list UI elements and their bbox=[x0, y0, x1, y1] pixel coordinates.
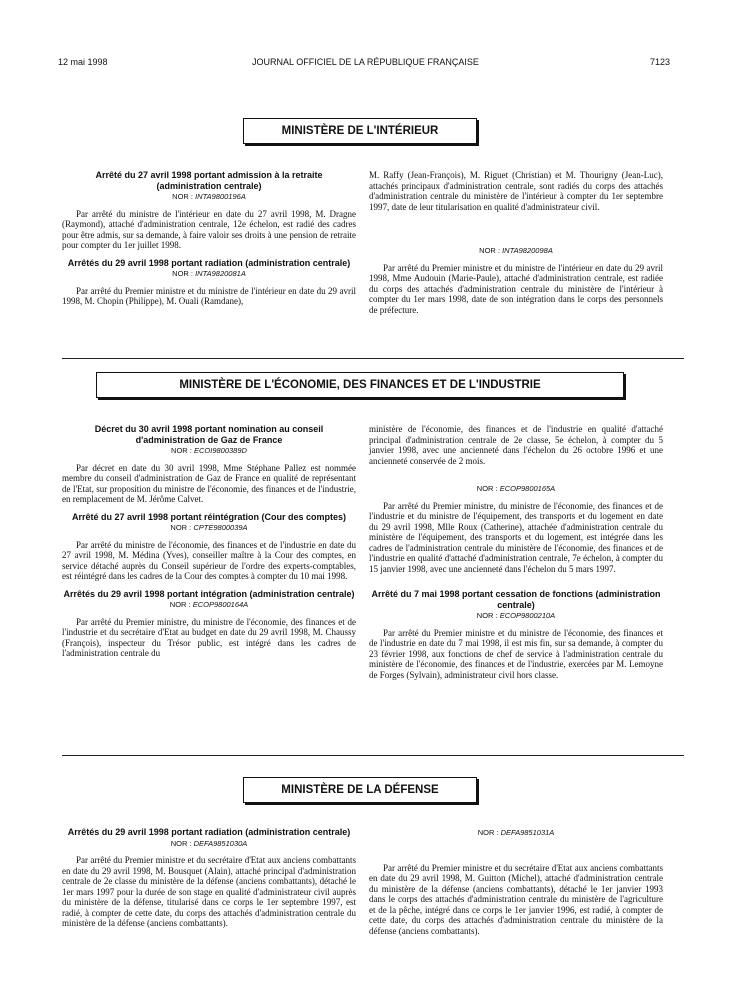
nor-code: ECOP9800165A bbox=[499, 484, 556, 493]
nor-code: ECOI9800389D bbox=[193, 446, 247, 455]
article-body: Par arrêté du Premier ministre et du secrétaire d'Etat aux anciens combattants en date du 29 avril 1998, M. Bousquet (Alain), attaché principal d'administration centrale de 2e classe du ministère de la défense (anciens combattants), détaché le 1er mars 1997 pour la durée de son stage en qualité d'administrateur civil auprès du ministère de la défense, titularisé dans ce corps le 1er septembre 1997, est radié, à compter de cette date, du corps des attachés d'administration centrale du ministère de la défense (anciens combattants). bbox=[62, 855, 356, 928]
section-title-economie: MINISTÈRE DE L'ÉCONOMIE, DES FINANCES ET DE L'INDUSTRIE bbox=[96, 372, 624, 398]
article-title: Arrêté du 7 mai 1998 portant cessation de fonctions (administration centrale) bbox=[371, 589, 661, 610]
page-number: 7123 bbox=[650, 57, 671, 67]
nor-reference bbox=[369, 246, 663, 257]
nor-label: NOR : bbox=[170, 838, 192, 848]
nor-code: DEFA9851031A bbox=[500, 828, 555, 837]
article-body: Par arrêté du Premier ministre et du ministre de l'économie, des finances et de l'industrie en date du 7 mai 1998, il est mis fin, sur sa demande, à compter du 23 février 1998, aux fonctions de chef de service à l'administration centrale du ministère de l'économie, des finances et de l'industrie, exercées par M. Lemoyne de Forges (Sylvain), administrateur civil hors classe. bbox=[369, 627, 663, 680]
nor-reference bbox=[369, 484, 663, 495]
nor-reference bbox=[62, 523, 356, 534]
article-title: Arrêtés du 29 avril 1998 portant intégration (administration centrale) bbox=[63, 588, 355, 599]
column-right-defense bbox=[369, 827, 663, 943]
nor-label: NOR : bbox=[476, 484, 498, 493]
nor-reference bbox=[369, 611, 663, 622]
nor-code: INTA9800196A bbox=[195, 192, 246, 201]
article bbox=[62, 589, 356, 659]
article-body: M. Raffy (Jean-François), M. Riguet (Christian) et M. Thourigny (Jean-Luc), attachés principaux d'administration centrale, sont radiés du corps des attachés d'administration centrale du ministère de l'intérieur à compter du 1er septembre 1997, date de leur titularisation en qualité d'administrateur civil. bbox=[369, 170, 663, 212]
article-body: Par décret en date du 30 avril 1998, Mme Stéphane Pallez est nommée membre du conseil d'administration de Gaz de France en qualité de représentant de l'Etat, sur proposition du ministre de l'économie, des finances et de l'industrie, en remplacement de M. Jérôme Calvet. bbox=[62, 462, 356, 504]
article bbox=[62, 424, 356, 505]
nor-reference bbox=[369, 828, 663, 839]
article bbox=[62, 512, 356, 582]
nor-label: NOR : bbox=[171, 446, 192, 455]
nor-reference bbox=[62, 446, 356, 457]
article bbox=[369, 246, 663, 315]
column-left-interieur bbox=[62, 170, 356, 314]
article-body: Par arrêté du ministre de l'économie, des finances et de l'industrie en date du 27 avril 1998, M. Médina (Yves), conseiller maître à la Cour des comptes, en service détaché auprès du Conseil supérieur de l'ordre des experts-comptables, est réintégré dans les cadres de la Cour des comptes à compter du 10 mai 1998. bbox=[62, 539, 356, 581]
nor-label: NOR : bbox=[477, 828, 499, 837]
nor-code: ECOP9800164A bbox=[192, 600, 249, 609]
column-left-defense bbox=[62, 827, 356, 936]
divider bbox=[62, 358, 684, 359]
article-title: Arrêtés du 29 avril 1998 portant radiation (administration centrale) bbox=[67, 827, 351, 837]
column-left-economie bbox=[62, 424, 356, 666]
article-title: Arrêté du 27 avril 1998 portant réintégration (Cour des comptes) bbox=[71, 511, 347, 522]
article bbox=[62, 170, 356, 251]
article-body: Par arrêté du ministre de l'intérieur en date du 27 avril 1998, M. Dragne (Raymond), attaché d'administration centrale, 12e échelon, est radié des cadres pour être admis, sur sa demande, à faire valoir ses droits à une pension de retraite pour compter du 1er juillet 1998. bbox=[62, 208, 356, 250]
article-body: Par arrêté du Premier ministre et du ministre de l'intérieur en date du 29 avril 1998, Mme Audouin (Marie-Paule), attaché d'administration centrale, est radiée du corps des attachés d'administration centrale du ministère de l'intérieur à compter du 1er mars 1998, date de son intégration dans le corps des personnels de préfecture. bbox=[369, 262, 663, 315]
nor-code: INTA9820081A bbox=[195, 269, 246, 278]
article bbox=[369, 484, 663, 574]
nor-code: INTA9820098A bbox=[502, 246, 553, 255]
nor-code: ECOP9800210A bbox=[499, 611, 556, 620]
section-title-defense: MINISTÈRE DE LA DÉFENSE bbox=[243, 777, 477, 803]
article bbox=[369, 828, 663, 936]
nor-label: NOR : bbox=[172, 192, 193, 201]
nor-label: NOR : bbox=[476, 611, 498, 620]
nor-code: DEFA9851030A bbox=[193, 838, 248, 848]
nor-label: NOR : bbox=[170, 523, 192, 532]
nor-label: NOR : bbox=[479, 246, 500, 255]
nor-reference bbox=[62, 269, 356, 280]
nor-label: NOR : bbox=[169, 600, 191, 609]
page-date: 12 mai 1998 bbox=[58, 57, 108, 67]
journal-title: JOURNAL OFFICIEL DE LA RÉPUBLIQUE FRANÇAISE bbox=[252, 57, 479, 67]
nor-reference bbox=[62, 600, 356, 611]
article-body: Par arrêté du Premier ministre, du ministre de l'économie, des finances et de l'industrie et du secrétaire d'Etat au budget en date du 29 avril 1998, M. Chaussy (François), inspecteur du Trésor public, est intégré dans les cadres de l'administration centrale du bbox=[62, 616, 356, 658]
article-body: Par arrêté du Premier ministre, du ministre de l'économie, des finances et de l'industrie et du ministre de l'équipement, des transports et du logement en date du 29 avril 1998, Mlle Roux (Catherine), attachée d'administration centrale du ministère de l'équipement, des transports et du logement, est intégrée dans les cadres de l'administration centrale du ministère de l'économie, des finances et de l'industrie en qualité d'attaché d'administration centrale, 7e échelon, à compter du 15 janvier 1998, avec une ancienneté dans l'échelon du 5 mars 1997. bbox=[369, 500, 663, 574]
nor-label: NOR : bbox=[172, 269, 193, 278]
article bbox=[62, 258, 356, 307]
nor-reference bbox=[62, 839, 356, 850]
article-title: Décret du 30 avril 1998 portant nomination au conseil d'administration de Gaz de France bbox=[94, 424, 324, 445]
article-body: ministère de l'économie, des finances et de l'industrie en qualité d'attaché principal d'administration centrale de 2e classe, 5e échelon, à compter du 5 janvier 1998, avec une ancienneté dans l'échelon du 26 octobre 1996 et une ancienneté conservée de 2 mois. bbox=[369, 424, 663, 466]
article-body: Par arrêté du Premier ministre et du secrétaire d'Etat aux anciens combattants en date du 29 avril 1998, M. Guitton (Michel), attaché d'administration centrale du ministère de la défense (anciens combattants), détaché le 1er janvier 1993 dans le corps des attachés d'administration centrale du ministère de l'agriculture et de la pêche, intégré dans ce corps le 1er janvier 1996, est radié, à compter de cette date, du corps des attachés d'administration centrale du ministère de la défense (anciens combattants). bbox=[369, 862, 663, 936]
column-right-interieur bbox=[369, 170, 663, 322]
section-title-interieur: MINISTÈRE DE L'INTÉRIEUR bbox=[243, 118, 477, 144]
nor-code: CPTE9800039A bbox=[193, 523, 248, 532]
article bbox=[62, 827, 356, 929]
article-title: Arrêté du 27 avril 1998 portant admission à la retraite (administration centrale) bbox=[95, 170, 323, 191]
nor-reference bbox=[62, 192, 356, 203]
article-body: Par arrêté du Premier ministre et du ministre de l'intérieur en date du 29 avril 1998, M. Chopin (Philippe), M. Ouali (Ramdane), bbox=[62, 285, 356, 306]
article bbox=[369, 589, 663, 680]
column-right-economie bbox=[369, 424, 663, 687]
article-title: Arrêtés du 29 avril 1998 portant radiation (administration centrale) bbox=[67, 257, 351, 268]
divider bbox=[62, 755, 684, 756]
